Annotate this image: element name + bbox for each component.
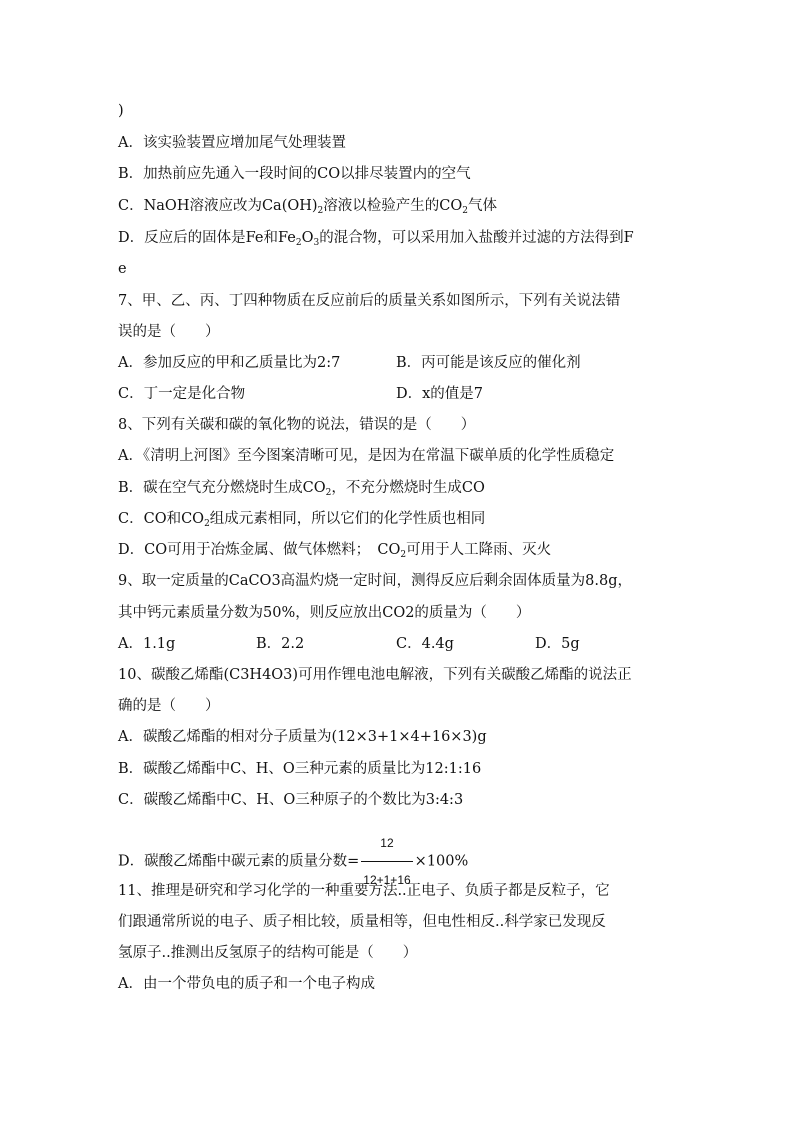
q7-option-a: A．参加反应的甲和乙质量比为2:7	[118, 355, 341, 371]
fraction-denominator: 12+1+16	[363, 873, 411, 887]
q11-stem-wrap-2: 氢原子..推测出反氢原子的结构可能是（ ）	[118, 945, 418, 961]
q6-option-d-wrap: e	[118, 261, 127, 277]
q11-stem: 11、推理是研究和学习化学的一种重要方法..正电子、负质子都是反粒子，它	[118, 883, 610, 899]
q11-option-a: A．由一个带负电的质子和一个电子构成	[118, 976, 375, 992]
q9-option-c: C．4.4g	[396, 636, 454, 652]
q7-option-b: B．丙可能是该反应的催化剂	[396, 355, 581, 371]
q8-option-d: D．CO可用于冶炼金属、做气体燃料； $CO_2$可用于人工降雨、灭火	[118, 542, 552, 560]
q8-option-b: B．碳在空气充分燃烧时生成$CO_2$，不充分燃烧时生成CO	[118, 480, 485, 498]
q11-stem-wrap-1: 们跟通常所说的电子、质子相比较，质量相等，但电性相反..科学家已发现反	[118, 914, 606, 930]
q9-option-b: B．2.2	[256, 636, 305, 652]
q6-option-a: A．该实验装置应增加尾气处理装置	[118, 135, 346, 151]
q7-stem: 7、甲、乙、丙、丁四种物质在反应前后的质量关系如图所示，下列有关说法错	[118, 293, 621, 309]
q8-option-c: C．CO和$CO_2$组成元素相同，所以它们的化学性质也相同	[118, 511, 486, 529]
q10-stem-wrap: 确的是（ ）	[118, 698, 220, 714]
q8-option-a: A．《清明上河图》至今图案清晰可见，是因为在常温下碳单质的化学性质稳定	[118, 448, 615, 464]
q7-stem-wrap: 误的是（ ）	[118, 324, 220, 340]
q7-option-d: D．x的值是7	[396, 386, 484, 402]
q10-option-d: D．碳酸乙烯酯中碳元素的质量分数= $\frac{12}{12+1+16}$ ×100%	[118, 826, 678, 897]
q9-stem: 9、取一定质量的CaCO3高温灼烧一定时间，测得反应后剩余固体质量为8.8g，	[118, 573, 633, 589]
q10-option-c: C．碳酸乙烯酯中C、H、O三种原子的个数比为3:4:3	[118, 792, 464, 808]
q6-option-c: C．NaOH溶液应改为$Ca(OH)_2$溶液以检验产生的$CO_2$气体	[118, 198, 497, 216]
fraction-numerator: 12	[361, 826, 412, 862]
q6-option-d: D．反应后的固体是Fe和$Fe_2O_3$的混合物，可以采用加入盐酸并过滤的方法得到F	[118, 230, 634, 248]
q8-stem: 8、下列有关碳和碳的氧化物的说法，错误的是（ ）	[118, 417, 476, 433]
q10-option-b: B．碳酸乙烯酯中C、H、O三种元素的质量比为12:1:16	[118, 761, 482, 777]
q10-option-a: A．碳酸乙烯酯的相对分子质量为(12×3+1×4+16×3)g	[118, 729, 487, 745]
q10-stem: 10、碳酸乙烯酯(C3H4O3)可用作锂电池电解液，下列有关碳酸乙烯酯的说法正	[118, 667, 632, 683]
q6-option-b: B．加热前应先通入一段时间的CO以排尽装置内的空气	[118, 166, 471, 182]
q9-option-a: A．1.1g	[118, 636, 176, 652]
q6-closing-paren: )	[118, 103, 124, 119]
q9-stem-wrap: 其中钙元素质量分数为50%，则反应放出CO2的质量为（ ）	[118, 605, 531, 621]
q9-option-d: D．5g	[535, 636, 580, 652]
q7-option-c: C．丁一定是化合物	[118, 386, 246, 402]
